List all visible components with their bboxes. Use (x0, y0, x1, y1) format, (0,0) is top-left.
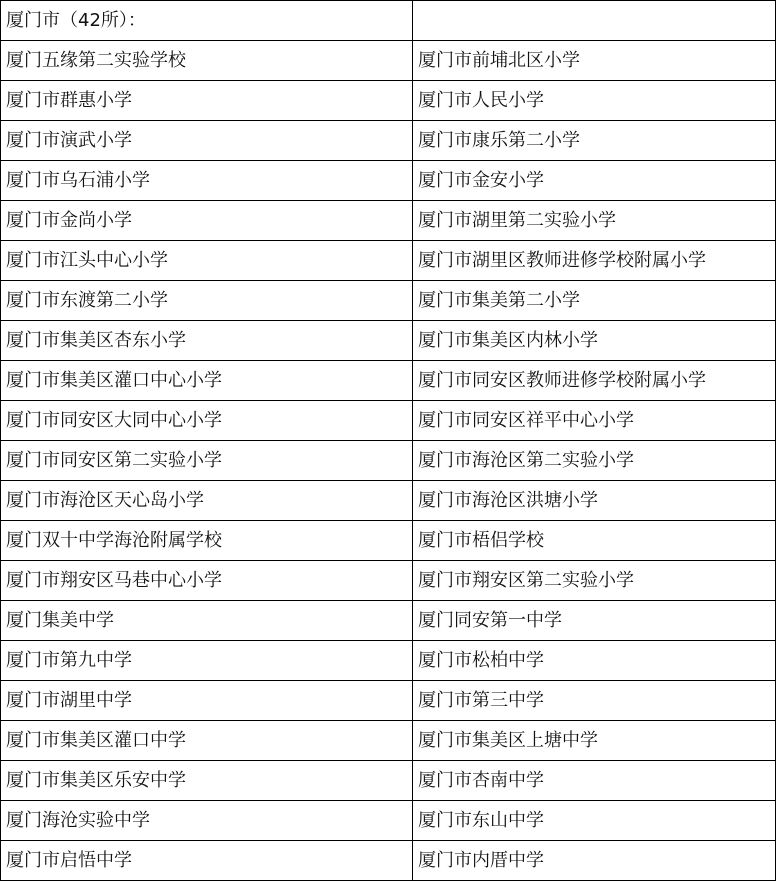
table-row (1, 481, 776, 521)
table-row (1, 401, 776, 441)
school-name-right-cell: 厦门市翔安区第二实验小学 (413, 561, 776, 601)
table-row (1, 441, 776, 481)
school-name-left-cell: 厦门市同安区大同中心小学 (1, 401, 413, 441)
school-name-right-cell: 厦门市金安小学 (413, 161, 776, 201)
school-name-right-cell: 厦门市同安区教师进修学校附属小学 (413, 361, 776, 401)
school-name-left-cell: 厦门市海沧区天心岛小学 (1, 481, 413, 521)
school-name-right-cell: 厦门市集美第二小学 (413, 281, 776, 321)
school-name-right-cell: 厦门市集美区内林小学 (413, 321, 776, 361)
school-name-left-cell: 厦门市集美区杏东小学 (1, 321, 413, 361)
school-name-left-cell: 厦门市集美区灌口中心小学 (1, 361, 413, 401)
table-row (1, 321, 776, 361)
school-name-right-cell: 厦门市梧侣学校 (413, 521, 776, 561)
table-row (1, 761, 776, 801)
school-name-left-cell: 厦门五缘第二实验学校 (1, 41, 413, 81)
table-row (1, 361, 776, 401)
school-name-left-cell: 厦门市演武小学 (1, 121, 413, 161)
table-row (1, 641, 776, 681)
table-row (1, 561, 776, 601)
table-row (1, 601, 776, 641)
school-name-right-cell: 厦门市松柏中学 (413, 641, 776, 681)
school-name-left-cell: 厦门市集美区灌口中学 (1, 721, 413, 761)
school-name-left-cell: 厦门市群惠小学 (1, 81, 413, 121)
school-name-left-cell: 厦门海沧实验中学 (1, 801, 413, 841)
school-name-left-cell: 厦门市江头中心小学 (1, 241, 413, 281)
school-name-left-cell: 厦门市金尚小学 (1, 201, 413, 241)
table-row (1, 521, 776, 561)
school-name-left-cell: 厦门市集美区乐安中学 (1, 761, 413, 801)
school-name-left-cell: 厦门市东渡第二小学 (1, 281, 413, 321)
school-name-left-cell: 厦门集美中学 (1, 601, 413, 641)
school-list-body (1, 1, 776, 881)
school-name-left-cell: 厦门市乌石浦小学 (1, 161, 413, 201)
table-row (1, 81, 776, 121)
school-name-right-cell: 厦门同安第一中学 (413, 601, 776, 641)
table-header-row (1, 1, 776, 41)
school-name-right-cell: 厦门市湖里区教师进修学校附属小学 (413, 241, 776, 281)
table-row (1, 721, 776, 761)
school-name-right-cell: 厦门市内厝中学 (413, 841, 776, 881)
school-name-left-cell: 厦门市同安区第二实验小学 (1, 441, 413, 481)
table-row (1, 41, 776, 81)
table-row (1, 681, 776, 721)
school-name-right-cell: 厦门市湖里第二实验小学 (413, 201, 776, 241)
school-name-right-cell: 厦门市第三中学 (413, 681, 776, 721)
table-row (1, 841, 776, 881)
school-name-right-cell: 厦门市人民小学 (413, 81, 776, 121)
table-row (1, 281, 776, 321)
school-name-right-cell: 厦门市杏南中学 (413, 761, 776, 801)
school-name-left-cell: 厦门市第九中学 (1, 641, 413, 681)
table-row (1, 801, 776, 841)
school-name-left-cell: 厦门市翔安区马巷中心小学 (1, 561, 413, 601)
table-row (1, 161, 776, 201)
table-title-cell: 厦门市（42所）： (1, 1, 413, 41)
school-name-right-cell: 厦门市前埔北区小学 (413, 41, 776, 81)
table-title-empty-cell (413, 1, 776, 41)
school-name-right-cell: 厦门市同安区祥平中心小学 (413, 401, 776, 441)
school-name-left-cell: 厦门双十中学海沧附属学校 (1, 521, 413, 561)
table-row (1, 241, 776, 281)
school-name-left-cell: 厦门市启悟中学 (1, 841, 413, 881)
school-name-right-cell: 厦门市东山中学 (413, 801, 776, 841)
school-name-right-cell: 厦门市海沧区洪塘小学 (413, 481, 776, 521)
table-row (1, 201, 776, 241)
school-name-right-cell: 厦门市海沧区第二实验小学 (413, 441, 776, 481)
table-row (1, 121, 776, 161)
school-name-right-cell: 厦门市康乐第二小学 (413, 121, 776, 161)
school-name-left-cell: 厦门市湖里中学 (1, 681, 413, 721)
school-name-right-cell: 厦门市集美区上塘中学 (413, 721, 776, 761)
